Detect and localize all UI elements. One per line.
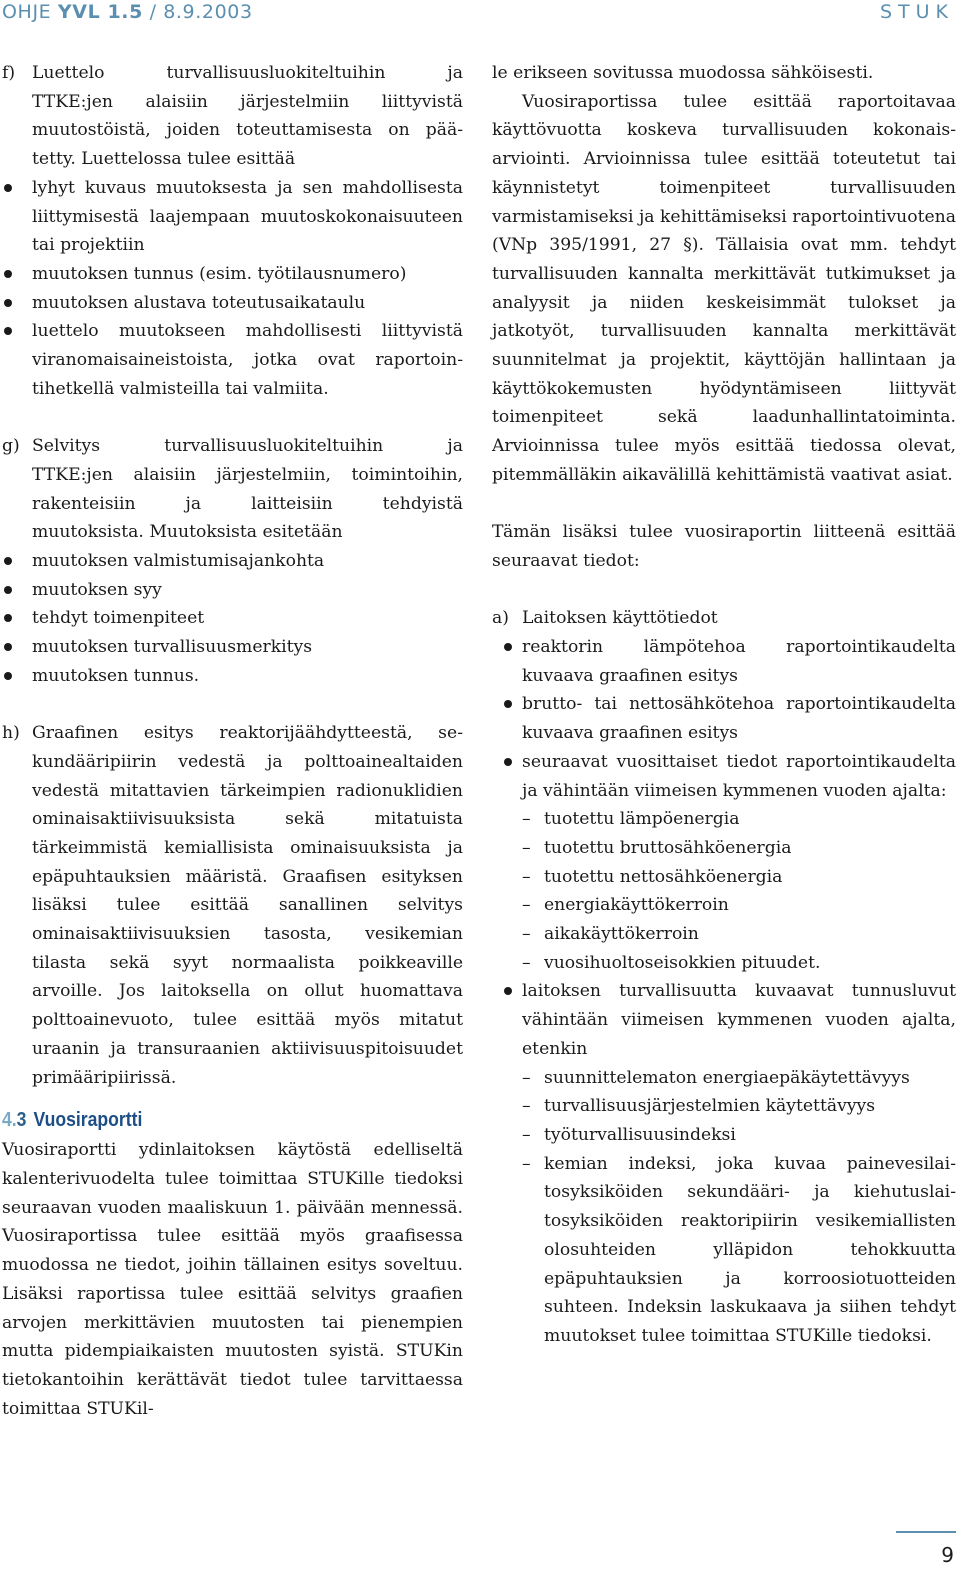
- list-item: [522, 1150, 956, 1351]
- footer-rule: [896, 1531, 956, 1533]
- dash-text: vuosihuoltoseisokkien pituudet.: [544, 952, 821, 973]
- guide-date: / 8.9.2003: [142, 1, 253, 23]
- list-item: [522, 834, 956, 863]
- bullet-list-g: [2, 547, 463, 691]
- item-marker: h): [2, 723, 20, 744]
- item-marker: g): [2, 436, 20, 457]
- dash-icon: –: [522, 924, 531, 945]
- dash-text: aikakäyttökerroin: [544, 924, 699, 945]
- item-f-line-1: Luettelo turvallisuusluokiteltuihin ja: [32, 63, 463, 83]
- bullet-list-f: [2, 174, 463, 404]
- list-item-h: [2, 719, 463, 1092]
- list-item: [522, 805, 956, 834]
- section-number-sub: 3: [16, 1109, 27, 1132]
- dash-icon: –: [522, 1096, 531, 1117]
- page-header: [0, 0, 960, 26]
- item-a-content: [492, 633, 956, 1351]
- item-h-text: Graafinen esitys reaktorijäähdytteestä, sekundääripiirin vedestä ja polttoainealtaiden vedestä mitattavien tärkeimpien radionuklidien ominaisaktiivisuuksista sekä mitatuista tärkeimmistä kemiallisista ominaisuuksista ja epäpuhtauksien määristä. Graafisen esityksen lisäksi tulee esittää sanallinen selvitys ominaisaktiivisuuksien tasosta, vesikemian tilasta sekä syyt normaalista poikkeaville arvoille. Jos laitoksella on ollut huomattava polttoainevuoto, tulee esittää myös mitatut uraanin ja transuraanien aktiivisuuspitoisuudet primääripiirissä.: [32, 723, 463, 1088]
- section-paragraph: Vuosiraportti ydinlaitoksen käytöstä edelliseltä kalenterivuodelta tulee toimittaa STUKille tiedoksi seuraavan vuoden maaliskuun 1. päivään mennessä. Vuosiraportissa tulee esittää myös graafisessa muodossa ne tiedot, joihin tällainen esitys soveltuu. Lisäksi raportissa tulee esittää selvitys graafien arvojen merkittävien muutosten tai pienempien mutta pidempiaikaisten muutosten syistä. STUKin tietokantoihin kerättävät tiedot tulee tarvittaessa toimittaa STUKil-: [2, 1140, 463, 1419]
- bullet-icon: [4, 672, 12, 680]
- bullet-text: seuraavat vuosittaiset tiedot raportointikaudelta ja vähintään viimeisen kymmenen vuoden ajalta:: [522, 751, 956, 801]
- dash-icon: –: [522, 1067, 531, 1088]
- list-item-g: [2, 432, 463, 547]
- dash-icon: –: [522, 1124, 531, 1145]
- list-item: [522, 920, 956, 949]
- list-item: [522, 891, 956, 920]
- section-number-main: 4.: [2, 1109, 17, 1132]
- dash-text: kemian indeksi, joka kuvaa painevesilaitosyksiköiden sekundääri- ja kiehutuslaitosyksiköiden reaktoripiirin vesikemiallisten olosuhteiden ylläpidon tehokkuutta epäpuhtauksien ja korroosiotuotteiden suhteen. Indeksin laskukaava ja siihen tehdyt muutokset tulee toimittaa STUKille tiedoksi.: [544, 1153, 956, 1346]
- bullet-text: muutoksen valmistumisajankohta: [32, 550, 325, 571]
- list-item: [2, 289, 463, 318]
- item-marker: f): [2, 63, 16, 83]
- list-item: [2, 576, 463, 605]
- item-g-line-2: TTKE:jen alaisiin järjestelmiin, toimintoihin,: [32, 464, 463, 485]
- dash-text: suunnittelematon energiaepäkäytettävyys: [544, 1067, 910, 1088]
- bullet-icon: [4, 270, 12, 278]
- list-item: [2, 174, 463, 260]
- dash-list-1: [492, 805, 956, 977]
- item-f-line-4: tetty. Luettelossa tulee esittää: [32, 149, 296, 170]
- bullet-text: muutoksen alustava toteutusaikataulu: [32, 292, 366, 313]
- spacer: [2, 403, 463, 432]
- bullet-icon: [4, 557, 12, 565]
- dash-text: tuotettu bruttosähköenergia: [544, 837, 792, 858]
- spacer: [2, 1092, 463, 1106]
- list-item: [2, 604, 463, 633]
- item-marker: a): [492, 608, 509, 629]
- list-item-f: [2, 59, 463, 174]
- section-number: [2, 1109, 26, 1131]
- left-column: [2, 59, 463, 1423]
- item-g-line-4: muutoksista. Muutoksista esitetään: [32, 522, 343, 543]
- bullet-text: tehdyt toimenpiteet: [32, 608, 205, 629]
- dash-text: työturvallisuusindeksi: [544, 1124, 736, 1145]
- guide-reference: [2, 0, 253, 24]
- bullet-icon: [4, 327, 12, 335]
- list-item: [522, 1121, 956, 1150]
- spacer: [492, 490, 956, 519]
- item-f-line-2: TTKE:jen alaisiin järjestelmiin liittyvistä: [32, 91, 463, 112]
- bullet-icon: [4, 643, 12, 651]
- paragraph-continuation: le erikseen sovitussa muodossa sähköisesti.: [492, 63, 874, 83]
- bullet-icon: [504, 643, 512, 651]
- dash-icon: –: [522, 1153, 531, 1174]
- guide-code: YVL 1.5: [57, 1, 143, 23]
- section-heading: [2, 1106, 408, 1134]
- list-item: [2, 317, 463, 403]
- list-item: [522, 949, 956, 978]
- dash-text: turvallisuusjärjestelmien käytettävyys: [544, 1096, 876, 1117]
- page-number: 9: [941, 1543, 954, 1567]
- bullet-icon: [504, 700, 512, 708]
- list-item: [522, 863, 956, 892]
- bullet-text: muutoksen tunnus (esim. työtilausnumero): [32, 263, 407, 284]
- dash-icon: –: [522, 895, 531, 916]
- guide-label: OHJE: [2, 1, 52, 23]
- dash-text: tuotettu lämpöenergia: [544, 809, 740, 830]
- bullet-text: laitoksen turvallisuutta kuvaavat tunnusluvut vähintään viimeisen kymmenen vuoden ajalta, etenkin: [522, 981, 956, 1059]
- dash-icon: –: [522, 866, 531, 887]
- list-item-a: [492, 604, 956, 633]
- right-column: [492, 59, 956, 1351]
- list-item: [492, 690, 956, 747]
- bullet-icon: [504, 987, 512, 995]
- list-item: [492, 633, 956, 690]
- spacer: [492, 576, 956, 605]
- bullet-text: reaktorin lämpötehoa raportointikaudelta kuvaava graafinen esitys: [522, 637, 956, 686]
- list-item: [522, 1064, 956, 1093]
- spacer: [2, 690, 463, 719]
- bullet-list-a: [492, 633, 956, 805]
- bullet-text: muutoksen syy: [32, 579, 162, 600]
- dash-icon: –: [522, 809, 531, 830]
- list-item: [492, 748, 956, 805]
- bullet-icon: [4, 614, 12, 622]
- bullet-icon: [4, 586, 12, 594]
- bullet-text: luettelo muutokseen mahdollisesti liittyvistä viranomaisaineistoista, jotka ovat raportointihetkellä valmisteilla tai valmiita.: [32, 321, 463, 399]
- dash-text: energiakäyttökerroin: [544, 895, 729, 916]
- bullet-text: muutoksen tunnus.: [32, 665, 200, 686]
- organization-name: STUK: [879, 1, 954, 23]
- list-item: [2, 260, 463, 289]
- item-a-title: Laitoksen käyttötiedot: [522, 608, 718, 629]
- list-item: [2, 547, 463, 576]
- item-f-line-3: muutostöistä, joiden toteuttamisesta on pää-: [32, 120, 463, 141]
- item-g-line-3: rakenteisiin ja laitteisiin tehdyistä: [32, 493, 463, 514]
- dash-list-2: [492, 1064, 956, 1351]
- bullet-text: lyhyt kuvaus muutoksesta ja sen mahdollisesta liittymisestä laajempaan muutoskokonaisuuteen tai projektiin: [32, 177, 463, 256]
- paragraph-appendix-intro: Tämän lisäksi tulee vuosiraportin liitteenä esittää seuraavat tiedot:: [492, 522, 956, 571]
- paragraph-assessment: Vuosiraportissa tulee esittää raportoitavaa käyttövuotta koskeva turvallisuuden kokonaisarviointi. Arvioinnissa tulee esittää toteutetut tai käynnistetyt toimenpiteet turvallisuuden varmistamiseksi ja kehittämiseksi raportointivuotena (VNp 395/1991, 27 §). Tällaisia ovat mm. tehdyt turvallisuuden kannalta merkittävät tutkimukset ja analyysit ja niiden keskeisimmät tulokset ja jatkotyöt, turvallisuuden kannalta merkittävät suunnitelmat ja projektit, käyttöjän hallintaan ja käyttökokemusten hyödyntämiseen liittyvät toimenpiteet sekä laadunhallintatoiminta. Arvioinnissa tulee myös esittää tiedossa olevat, pitemmälläkin aikavälillä kehittämistä vaativat asiat.: [492, 91, 956, 485]
- bullet-icon: [4, 299, 12, 307]
- list-item: [2, 633, 463, 662]
- bullet-text: brutto- tai nettosähkötehoa raportointikaudelta kuvaava graafinen esitys: [522, 694, 956, 744]
- bullet-icon: [4, 184, 12, 192]
- list-item: [522, 1092, 956, 1121]
- section-title: Vuosiraportti: [33, 1109, 143, 1132]
- bullet-icon: [504, 758, 512, 766]
- dash-icon: –: [522, 837, 531, 858]
- dash-text: tuotettu nettosähköenergia: [544, 866, 783, 887]
- item-g-line-1: Selvitys turvallisuusluokiteltuihin ja: [32, 436, 463, 457]
- dash-icon: –: [522, 952, 531, 973]
- list-item: [492, 977, 956, 1063]
- bullet-text: muutoksen turvallisuusmerkitys: [32, 637, 313, 658]
- list-item: [2, 662, 463, 691]
- bullet-list-a2: [492, 977, 956, 1063]
